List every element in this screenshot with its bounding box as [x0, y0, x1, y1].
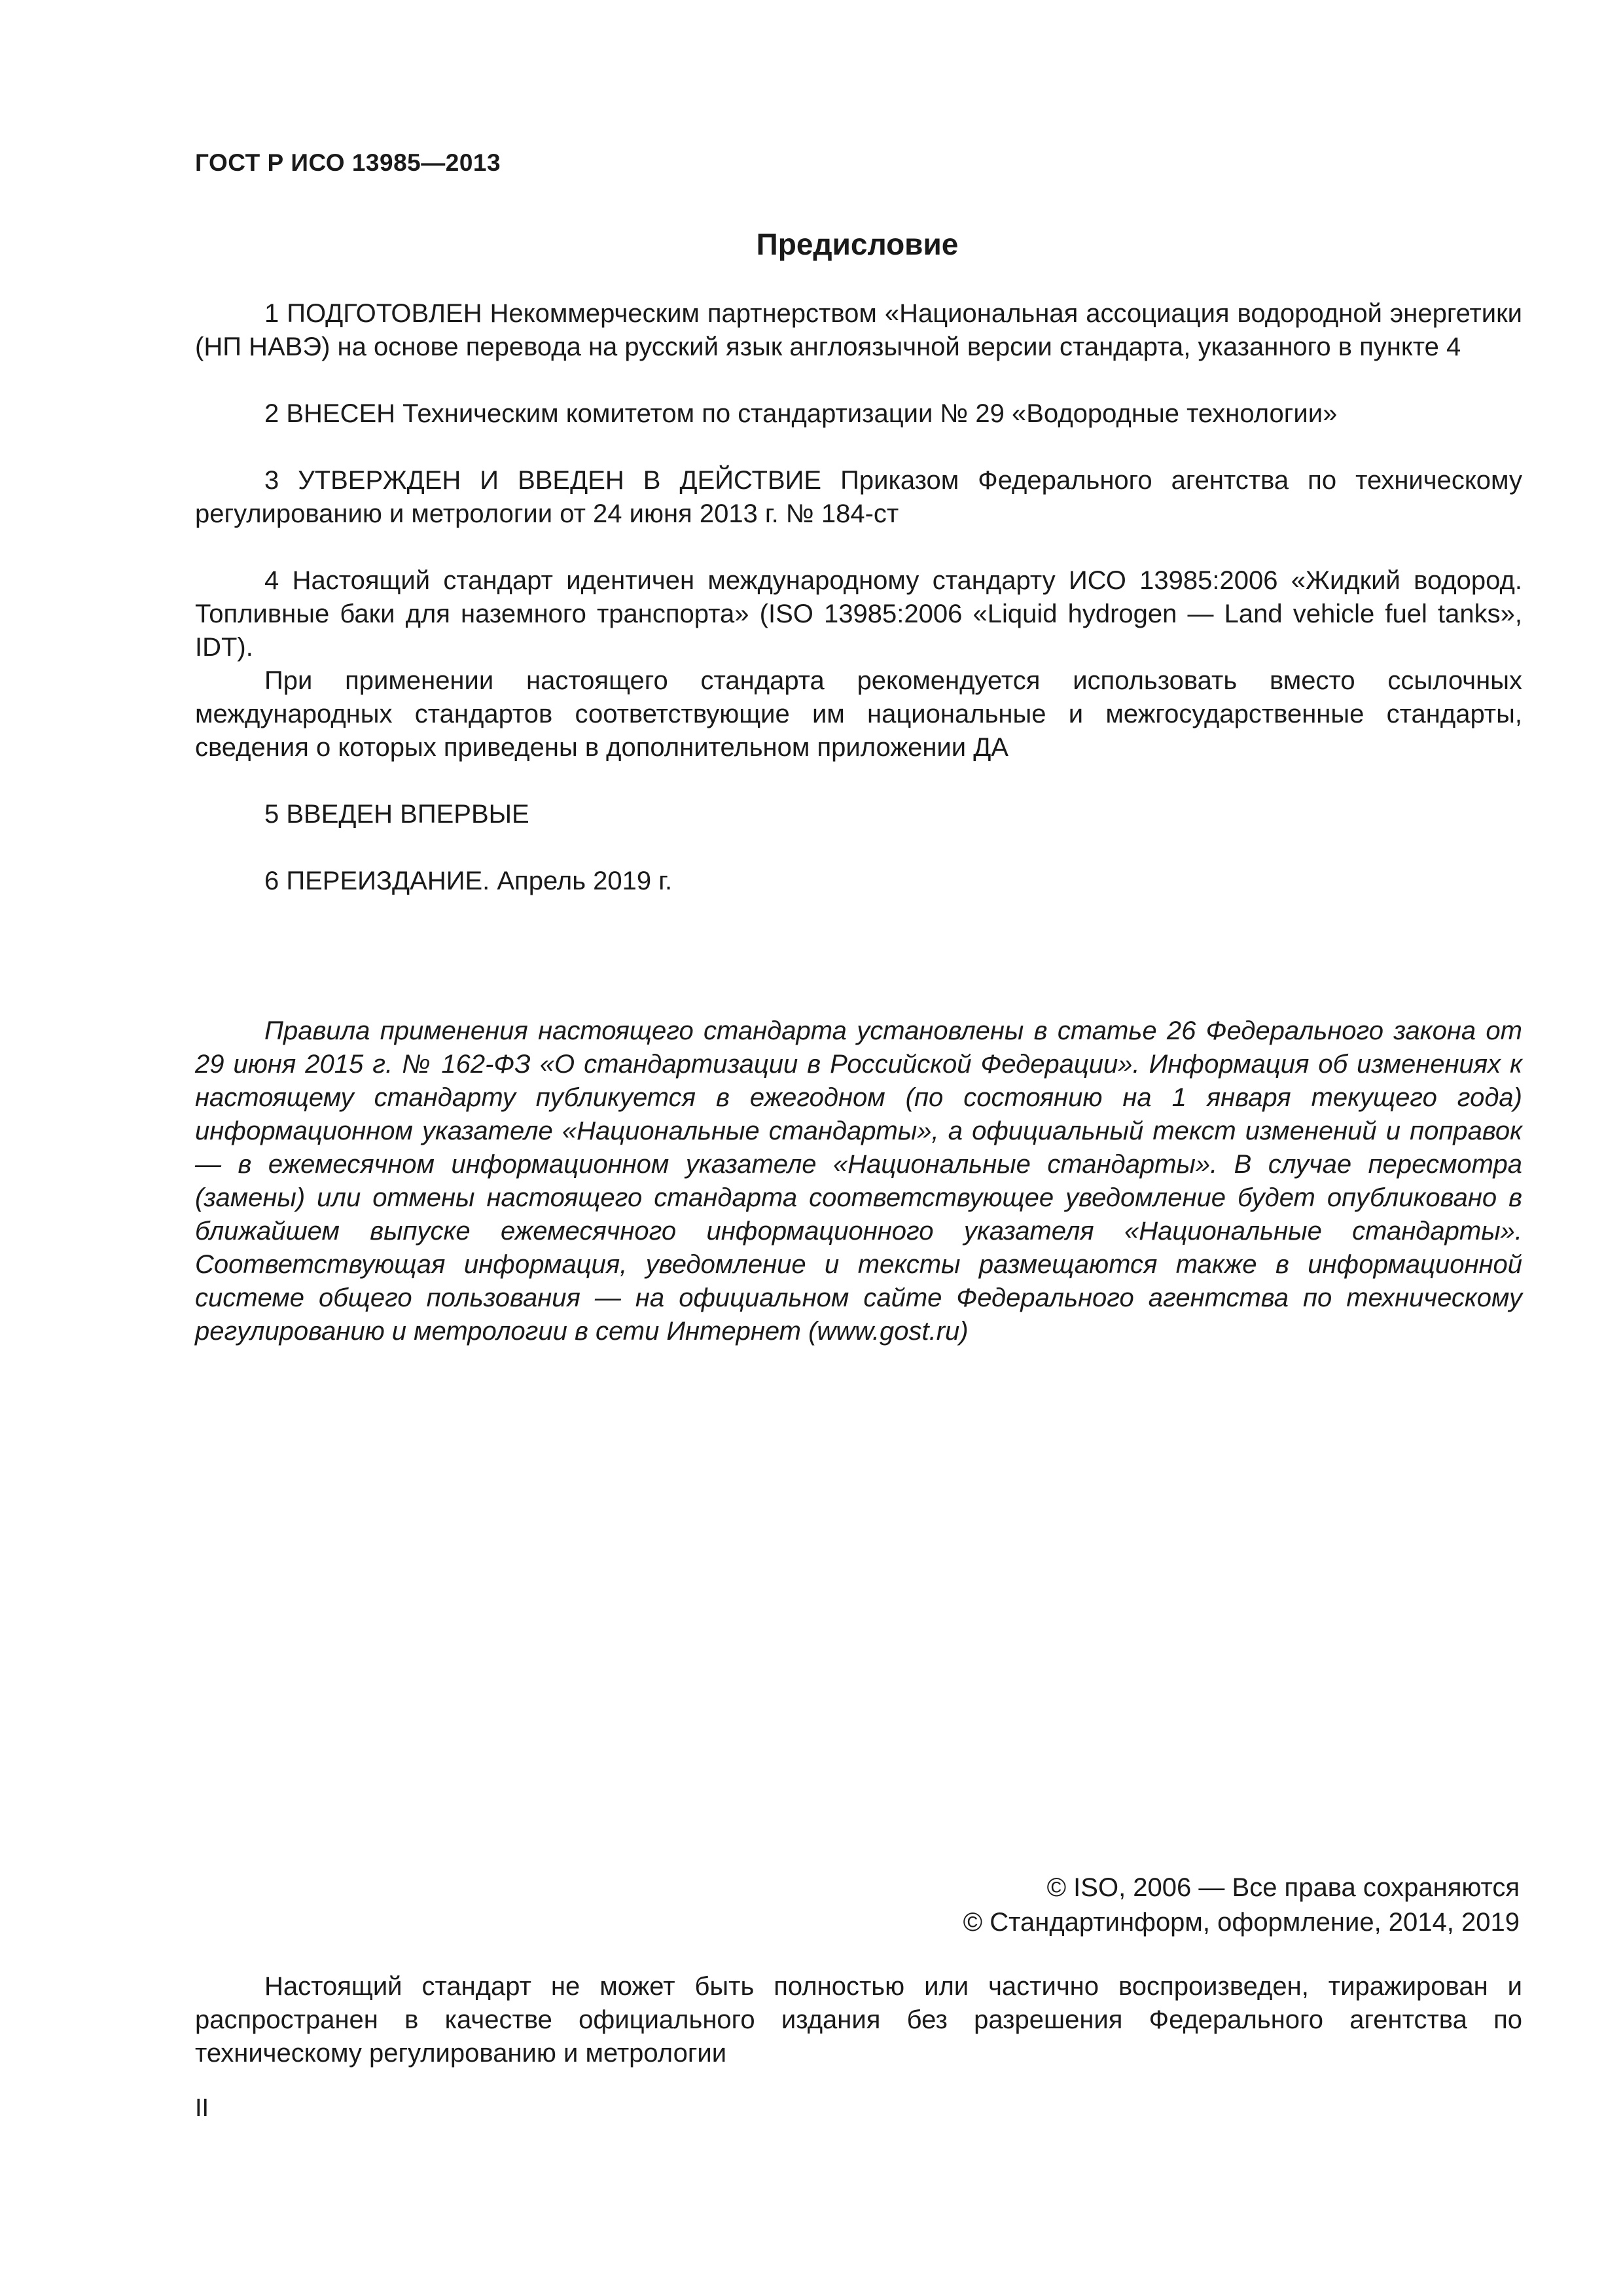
foreword-body — [195, 297, 1522, 898]
paragraph-introduced-first: 5 ВВЕДЕН ВПЕРВЫЕ — [264, 800, 529, 829]
paragraph-reissue: 6 ПЕРЕИЗДАНИЕ. Апрель 2019 г. — [264, 867, 673, 895]
page-title: Предисловие — [756, 227, 959, 261]
document-code-header: ГОСТ Р ИСО 13985—2013 — [195, 149, 501, 176]
paragraph-introduced-by: 2 ВНЕСЕН Техническим комитетом по стандартизации № 29 «Водородные технологии» — [264, 399, 1338, 428]
copyright-block — [963, 1871, 1520, 1940]
copyright-standartinform: © Стандартинформ, оформление, 2014, 2019 — [963, 1908, 1520, 1937]
paragraph-approved: 3 УТВЕРЖДЕН И ВВЕДЕН В ДЕЙСТВИЕ Приказом Федерального агентства по техническому регулированию и метрологии от 24 июня 2013 г. № 184-ст — [195, 466, 1522, 528]
copyright-iso: © ISO, 2006 — Все права сохраняются — [1046, 1873, 1520, 1902]
paragraph-identical-standard: 4 Настоящий стандарт идентичен международному стандарту ИСО 13985:2006 «Жидкий водород. Топливные баки для наземного транспорта» (ISO 13985:2006 «Liquid hydrogen — Land vehicle fuel tanks», IDT). — [195, 566, 1522, 662]
paragraph-prepared-by: 1 ПОДГОТОВЛЕН Некоммерческим партнерством «Национальная ассоциация водородной энергетики (НП НАВЭ) на основе перевода на русский язык англоязычной версии стандарта, указанного в пункте 4 — [195, 299, 1522, 361]
paragraph-reference-standards: При применении настоящего стандарта рекомендуется использовать вместо ссылочных международных стандартов соответствующие им национальные и межгосударственные стандарты, сведения о которых приведены в дополнительном приложении ДА — [195, 666, 1522, 762]
rules-of-application-note: Правила применения настоящего стандарта установлены в статье 26 Федерального закона от 29 июня 2015 г. № 162-ФЗ «О стандартизации в Российской Федерации». Информация об изменениях к настоящему стандарту публикуется в ежегодном (по состоянию на 1 января текущего года) информационном указателе «Национальные стандарты», а официальный текст изменений и поправок — в ежемесячном информационном указателе «Национальные стандарты». В случае пересмотра (замены) или отмены настоящего стандарта соответствующее уведомление будет опубликовано в ближайшем выпуске ежемесячного информационного указателя «Национальные стандарты». Соответствующая информация, уведомление и тексты размещаются также в информационной системе общего пользования — на официальном сайте Федерального агентства по техническому регулированию и метрологии в сети Интернет (www.gost.ru) — [195, 1016, 1522, 1346]
reproduction-notice: Настоящий стандарт не может быть полностью или частично воспроизведен, тиражирован и распространен в качестве официального издания без разрешения Федерального агентства по техническому регулированию и метрологии — [195, 1972, 1522, 2068]
page-number: II — [195, 2094, 209, 2122]
